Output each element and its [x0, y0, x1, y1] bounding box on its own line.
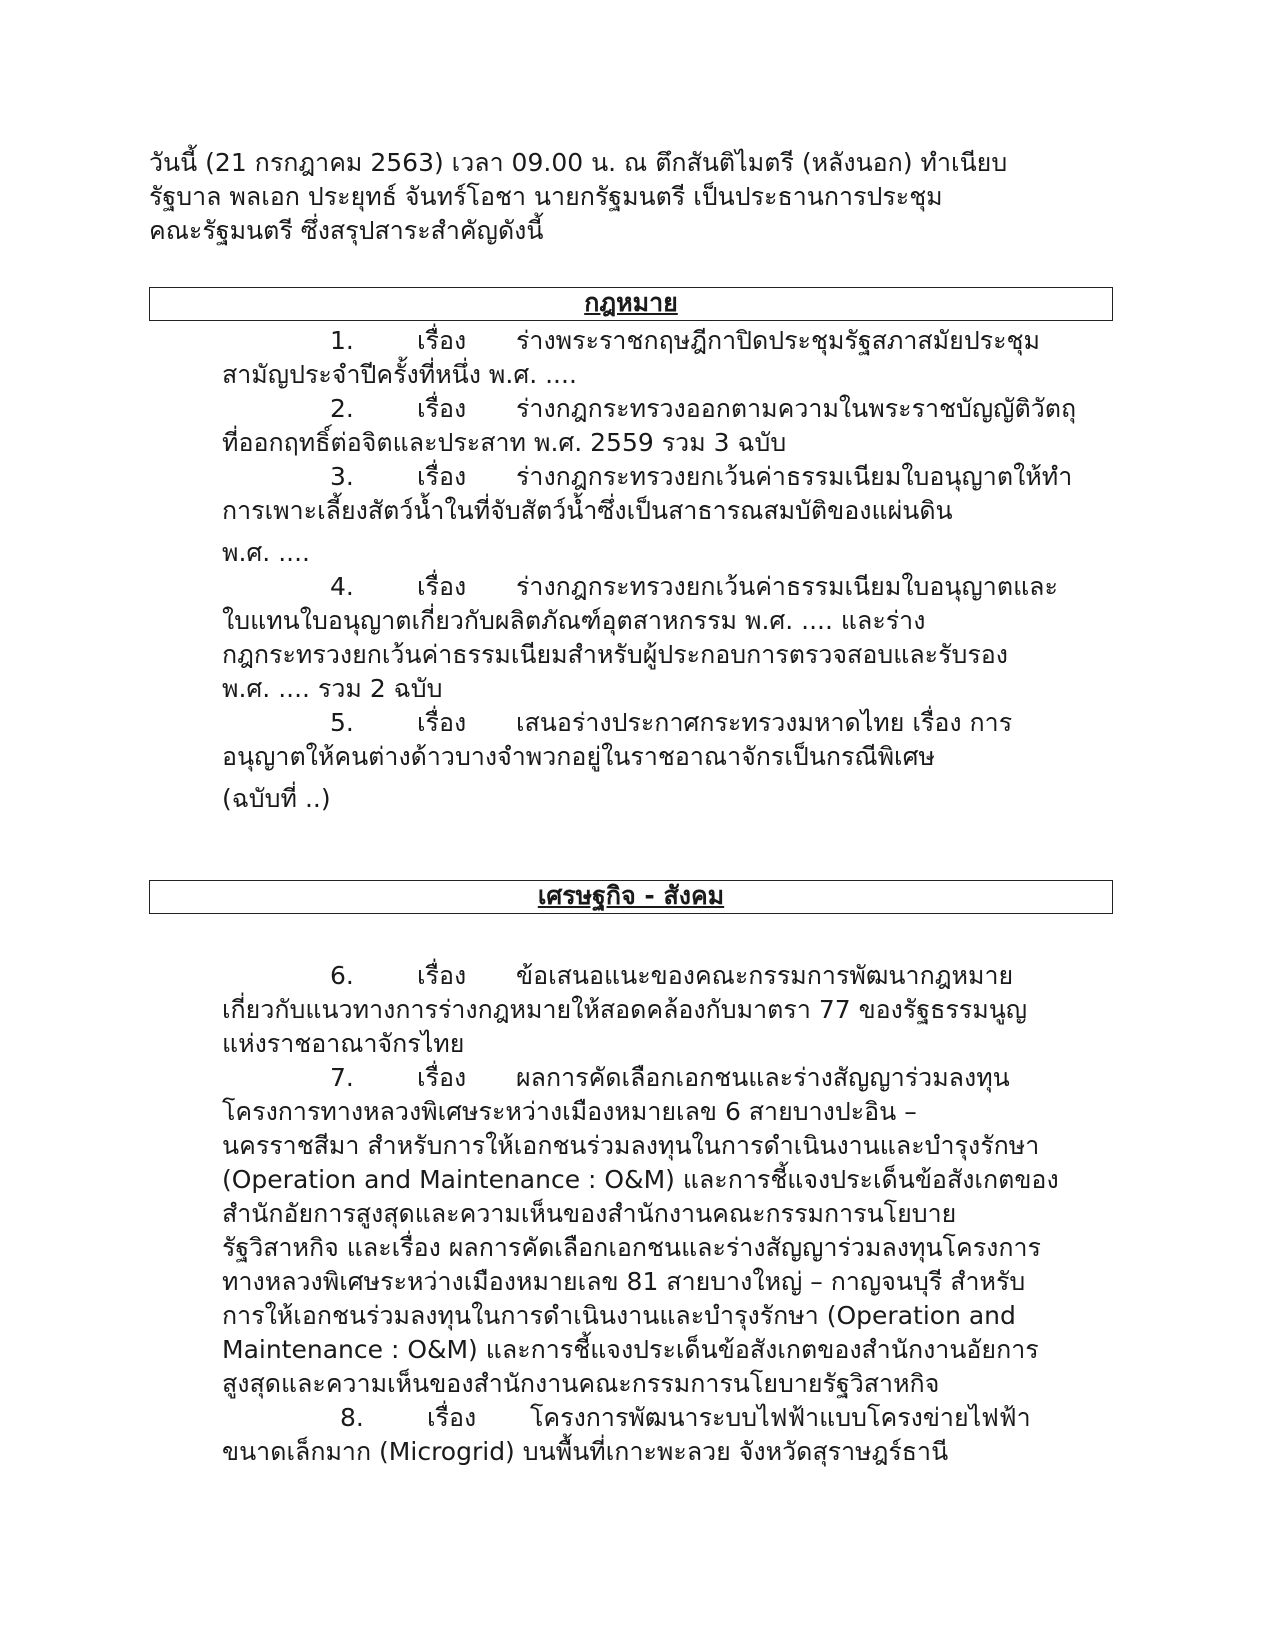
item-line: ทางหลวงพิเศษระหว่างเมืองหมายเลข 81 สายบางใหญ่ – กาญจนบุรี สำหรับ: [222, 1267, 1026, 1296]
item-title: ร่างกฎกระทรวงออกตามความในพระราชบัญญัติวัตถุ: [516, 394, 1077, 423]
section-title: เศรษฐกิจ - สังคม: [537, 881, 725, 910]
intro-line-2: รัฐบาล พลเอก ประยุทธ์ จันทร์โอชา นายกรัฐมนตรี เป็นประธานการประชุม: [149, 182, 943, 211]
item-line: สามัญประจำปีครั้งที่หนึ่ง พ.ศ. ....: [222, 360, 577, 389]
item-title: ร่างพระราชกฤษฎีกาปิดประชุมรัฐสภาสมัยประชุม: [516, 326, 1040, 355]
item-line: สูงสุดและความเห็นของสำนักงานคณะกรรมการนโยบายรัฐวิสาหกิจ: [222, 1369, 940, 1398]
item-line: รัฐวิสาหกิจ และเรื่อง ผลการคัดเลือกเอกชนและร่างสัญญาร่วมลงทุนโครงการ: [222, 1233, 1041, 1262]
item-label: เรื่อง: [417, 572, 467, 601]
item-label: เรื่อง: [417, 394, 467, 423]
item-line: นครราชสีมา สำหรับการให้เอกชนร่วมลงทุนในการดำเนินงานและบำรุงรักษา: [222, 1131, 1040, 1160]
item-line: สำนักอัยการสูงสุดและความเห็นของสำนักงานคณะกรรมการนโยบาย: [222, 1199, 957, 1228]
item-line: เกี่ยวกับแนวทางการร่างกฎหมายให้สอดคล้องกับมาตรา 77 ของรัฐธรรมนูญ: [222, 995, 1028, 1024]
item-label: เรื่อง: [427, 1403, 477, 1432]
item-number: 3.: [330, 462, 354, 491]
item-line: พ.ศ. ....: [222, 538, 310, 567]
item-line: อนุญาตให้คนต่างด้าวบางจำพวกอยู่ในราชอาณาจักรเป็นกรณีพิเศษ: [222, 742, 935, 771]
item-label: เรื่อง: [417, 708, 467, 737]
item-line: แห่งราชอาณาจักรไทย: [222, 1029, 465, 1058]
item-number: 4.: [330, 572, 354, 601]
item-number: 7.: [330, 1063, 354, 1092]
item-line: (ฉบับที่ ..): [222, 784, 331, 813]
section-title: กฎหมาย: [584, 288, 678, 317]
intro-line-1: วันนี้ (21 กรกฎาคม 2563) เวลา 09.00 น. ณ ตึกสันติไมตรี (หลังนอก) ทำเนียบ: [149, 148, 1008, 177]
item-title: ร่างกฎกระทรวงยกเว้นค่าธรรมเนียมใบอนุญาตและ: [516, 572, 1058, 601]
item-line: การเพาะเลี้ยงสัตว์น้ำในที่จับสัตว์น้ำซึ่งเป็นสาธารณสมบัติของแผ่นดิน: [222, 496, 953, 525]
item-number: 1.: [330, 326, 354, 355]
section-header-economy-society: [149, 880, 1113, 914]
section-header-law: [149, 287, 1113, 321]
intro-line-3: คณะรัฐมนตรี ซึ่งสรุปสาระสำคัญดังนี้: [149, 216, 544, 245]
item-line: ขนาดเล็กมาก (Microgrid) บนพื้นที่เกาะพะลวย จังหวัดสุราษฎร์ธานี: [222, 1437, 949, 1466]
item-number: 8.: [340, 1403, 364, 1432]
item-label: เรื่อง: [417, 961, 467, 990]
item-line: ที่ออกฤทธิ์ต่อจิตและประสาท พ.ศ. 2559 รวม 3 ฉบับ: [222, 428, 787, 457]
item-line: โครงการทางหลวงพิเศษระหว่างเมืองหมายเลข 6 สายบางปะอิน –: [222, 1097, 917, 1126]
item-title: ร่างกฎกระทรวงยกเว้นค่าธรรมเนียมใบอนุญาตให้ทำ: [516, 462, 1073, 491]
item-label: เรื่อง: [417, 1063, 467, 1092]
item-title: โครงการพัฒนาระบบไฟฟ้าแบบโครงข่ายไฟฟ้า: [530, 1403, 1031, 1432]
item-label: เรื่อง: [417, 462, 467, 491]
item-line: กฎกระทรวงยกเว้นค่าธรรมเนียมสำหรับผู้ประกอบการตรวจสอบและรับรอง: [222, 640, 1009, 669]
item-title: เสนอร่างประกาศกระทรวงมหาดไทย เรื่อง การ: [516, 708, 1013, 737]
item-line: ใบแทนใบอนุญาตเกี่ยวกับผลิตภัณฑ์อุตสาหกรรม พ.ศ. .... และร่าง: [222, 606, 926, 635]
item-title: ข้อเสนอแนะของคณะกรรมการพัฒนากฎหมาย: [516, 961, 1014, 990]
item-line: (Operation and Maintenance : O&M) และการชี้แจงประเด็นข้อสังเกตของ: [222, 1165, 1059, 1194]
item-number: 6.: [330, 961, 354, 990]
item-number: 2.: [330, 394, 354, 423]
item-line: พ.ศ. .... รวม 2 ฉบับ: [222, 674, 443, 703]
item-number: 5.: [330, 708, 354, 737]
item-line: การให้เอกชนร่วมลงทุนในการดำเนินงานและบำรุงรักษา (Operation and: [222, 1301, 1016, 1330]
item-label: เรื่อง: [417, 326, 467, 355]
item-title: ผลการคัดเลือกเอกชนและร่างสัญญาร่วมลงทุน: [516, 1063, 1010, 1092]
item-line: Maintenance : O&M) และการชี้แจงประเด็นข้อสังเกตของสำนักงานอัยการ: [222, 1335, 1039, 1364]
